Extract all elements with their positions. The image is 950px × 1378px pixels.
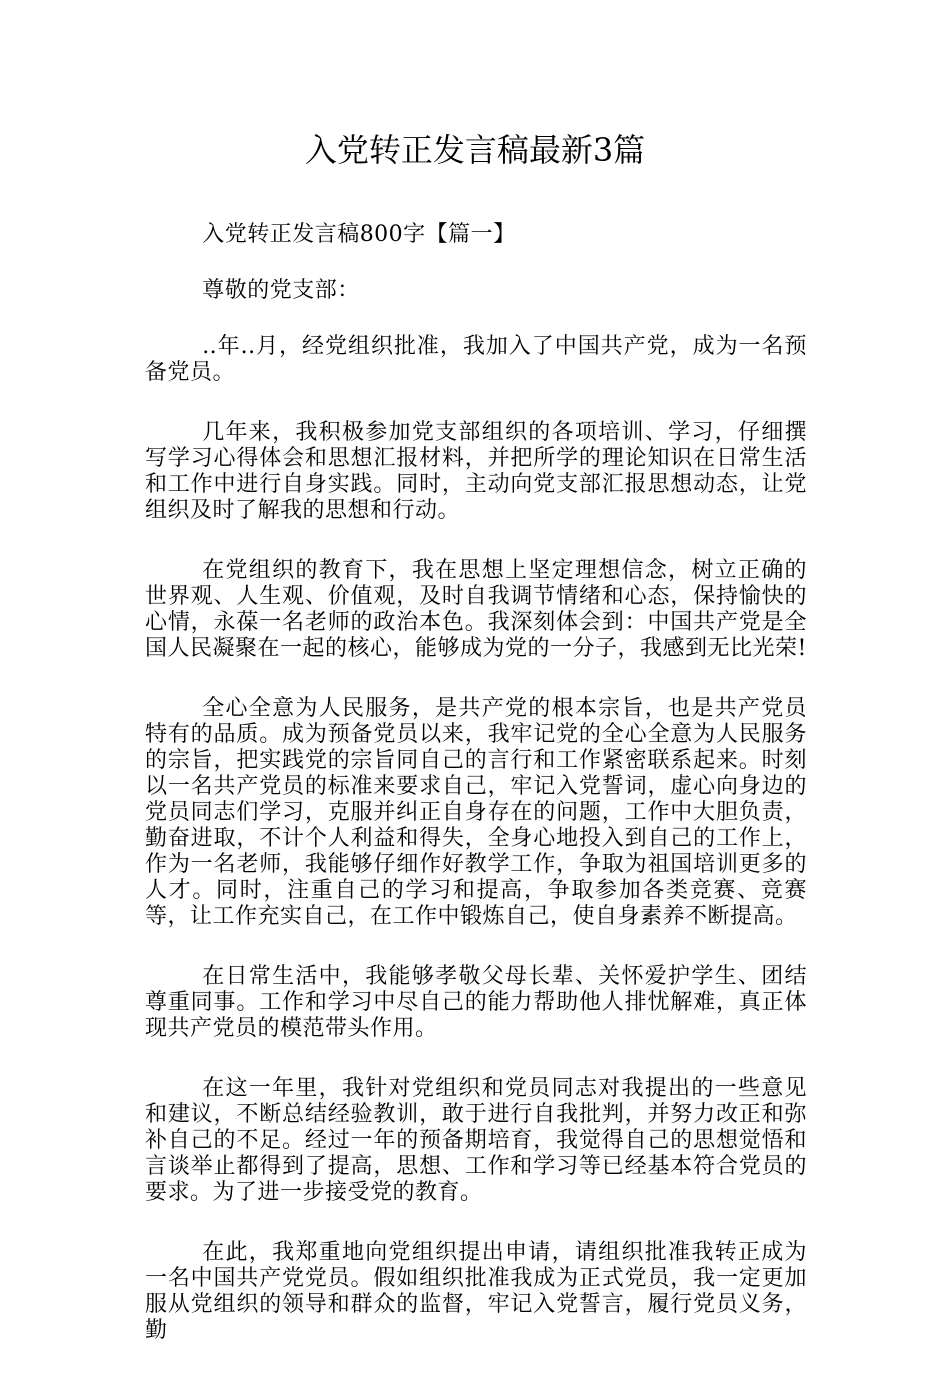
document-title: 入党转正发言稿最新3篇 [304, 131, 646, 169]
salutation: 尊敬的党支部： [202, 278, 360, 303]
document-body [145, 222, 807, 1378]
paragraph-7: 在此，我郑重地向党组织提出申请，请组织批准我转正成为一名中国共产党党员。假如组织批准我成为正式党员，我一定更加服从党组织的领导和群众的监督，牢记入党誓言，履行党员义务，勤 [145, 1240, 807, 1343]
paragraph-6: 在这一年里，我针对党组织和党员同志对我提出的一些意见和建议，不断总结经验教训，敢于进行自我批判，并努力改正和弥补自己的不足。经过一年的预备期培育，我觉得自己的思想觉悟和言谈举止都得到了提高，思想、工作和学习等已经基本符合党员的要求。为了进一步接受党的教育。 [145, 1076, 807, 1205]
paragraph-4: 全心全意为人民服务，是共产党的根本宗旨，也是共产党员特有的品质。成为预备党员以来，我牢记党的全心全意为人民服务的宗旨，把实践党的宗旨同自己的言行和工作紧密联系起来。时刻以一名共产党员的标准来要求自己，牢记入党誓词，虚心向身边的党员同志们学习，克服并纠正自身存在的问题，工作中大胆负责，勤奋进取，不计个人利益和得失，全身心地投入到自己的工作上，作为一名老师，我能够仔细作好教学工作，争取为祖国培训更多的人才。同时，注重自己的学习和提高，争取参加各类竞赛、竞赛等，让工作充实自己，在工作中锻炼自己，使自身素养不断提高。 [145, 696, 807, 929]
section-heading: 入党转正发言稿800字【篇一】 [202, 222, 516, 247]
paragraph-3: 在党组织的教育下，我在思想上坚定理想信念，树立正确的世界观、人生观、价值观，及时自我调节情绪和心态，保持愉快的心情，永葆一名老师的政治本色。我深刻体会到：中国共产党是全国人民凝聚在一起的核心，能够成为党的一分子，我感到无比光荣! [145, 558, 807, 661]
paragraph-1: ..年..月，经党组织批准，我加入了中国共产党，成为一名预备党员。 [145, 334, 807, 385]
paragraph-5: 在日常生活中，我能够孝敬父母长辈、关怀爱护学生、团结尊重同事。工作和学习中尽自己的能力帮助他人排忧解难，真正体现共产党员的模范带头作用。 [145, 964, 807, 1041]
paragraph-2: 几年来，我积极参加党支部组织的各项培训、学习，仔细撰写学习心得体会和思想汇报材料，并把所学的理论知识在日常生活和工作中进行自身实践。同时，主动向党支部汇报思想动态，让党组织及时了解我的思想和行动。 [145, 420, 807, 523]
